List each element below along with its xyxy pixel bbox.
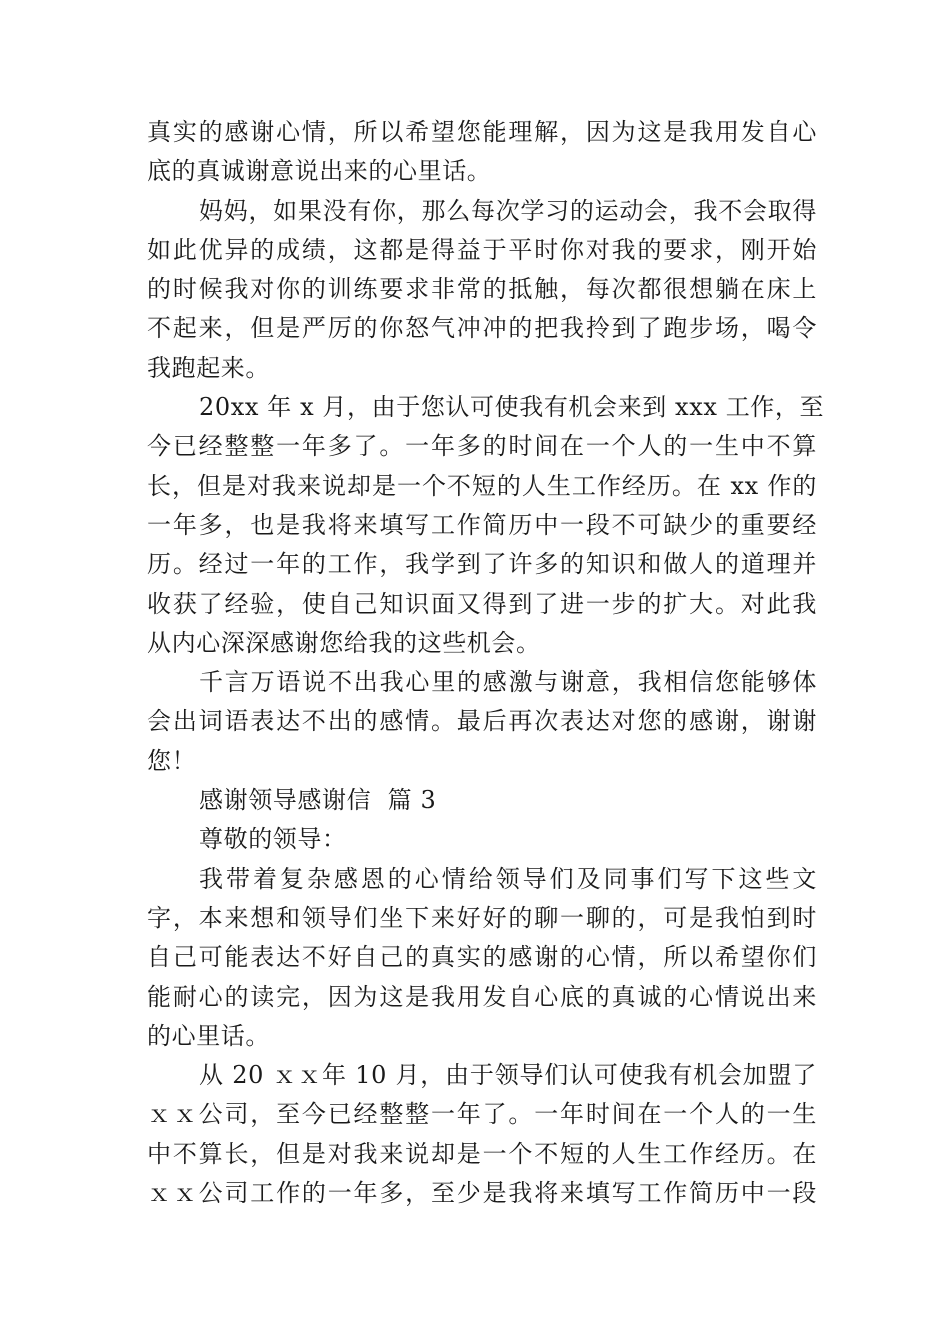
text-line: 您！: [147, 746, 197, 775]
text-line: 从内心深深感谢您给我的这些机会。: [147, 628, 541, 657]
text-line: ｘｘ公司工作的一年多，至少是我将来填写工作简历中一段: [147, 1179, 817, 1208]
text-line: 会出词语表达不出的感情。最后再次表达对您的感谢，谢谢: [147, 707, 817, 736]
paragraph-2: [147, 192, 817, 388]
paragraph-3: [147, 388, 825, 663]
text-line: 底的真诚谢意说出来的心里话。: [147, 157, 492, 186]
text-line: 自己可能表达不好自己的真实的感谢的心情，所以希望你们: [147, 943, 817, 972]
salutation-text: 尊敬的领导：: [199, 825, 347, 854]
paragraph-5: [147, 860, 817, 1056]
salutation: [147, 820, 817, 859]
text-line: 真实的感谢心情，所以希望您能理解，因为这是我用发自心: [147, 118, 817, 146]
text-line: 从 20 ｘｘ年 10 月，由于领导们认可使我有机会加盟了: [199, 1061, 817, 1090]
text-line: 今已经整整一年多了。一年多的时间在一个人的一生中不算: [147, 432, 817, 461]
text-line: ｘｘ公司，至今已经整整一年了。一年时间在一个人的一生: [147, 1100, 817, 1129]
section-heading: [147, 781, 817, 820]
text-line: 的时候我对你的训练要求非常的抵触，每次都很想躺在床上: [147, 275, 817, 304]
text-line: 20xx 年 x 月，由于您认可使我有机会来到 xxx 工作，至: [199, 393, 825, 422]
text-line: 妈妈，如果没有你，那么每次学习的运动会，我不会取得: [199, 196, 817, 225]
text-line: 千言万语说不出我心里的感激与谢意，我相信您能够体: [199, 668, 817, 697]
text-line: 收获了经验，使自己知识面又得到了进一步的扩大。对此我: [147, 589, 817, 618]
paragraph-4: [147, 663, 817, 781]
text-line: 长，但是对我来说却是一个不短的人生工作经历。在 xx 作的: [147, 471, 817, 500]
section-title: 感谢领导感谢信 篇 3: [199, 786, 437, 815]
text-line: 不起来，但是严厉的你怒气冲冲的把我拎到了跑步场，喝令: [147, 314, 817, 343]
text-line: 字，本来想和领导们坐下来好好的聊一聊的，可是我怕到时: [147, 903, 817, 932]
text-line: 中不算长，但是对我来说却是一个不短的人生工作经历。在: [147, 1139, 817, 1168]
document-body: [147, 113, 825, 1213]
text-line: 的心里话。: [147, 1021, 270, 1050]
text-line: 能耐心的读完，因为这是我用发自心底的真诚的心情说出来: [147, 982, 817, 1011]
text-line: 我跑起来。: [147, 353, 270, 382]
text-line: 一年多，也是我将来填写工作简历中一段不可缺少的重要经: [147, 510, 817, 539]
text-line: 历。经过一年的工作，我学到了许多的知识和做人的道理并: [147, 550, 817, 579]
text-line: 如此优异的成绩，这都是得益于平时你对我的要求，刚开始: [147, 235, 817, 264]
paragraph-6: [147, 1056, 817, 1213]
text-line: 我带着复杂感恩的心情给领导们及同事们写下这些文: [199, 864, 817, 893]
paragraph-1: [147, 113, 817, 192]
